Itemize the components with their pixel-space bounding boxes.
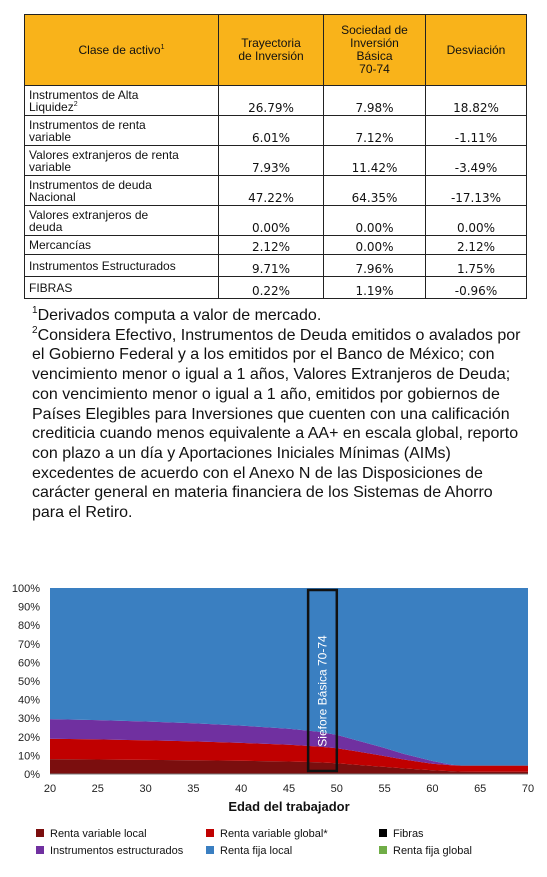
cell-trayectoria: 47.22% xyxy=(219,176,324,206)
header-trayectoria: Trayectoria de Inversión xyxy=(219,15,324,86)
x-tick-label: 25 xyxy=(91,783,104,795)
x-tick-label: 65 xyxy=(474,783,487,795)
legend-label: Fibras xyxy=(393,828,424,840)
legend-item xyxy=(206,844,292,858)
cell-siefore: 7.98% xyxy=(324,86,426,116)
row-label: Mercancías xyxy=(25,236,219,255)
legend-label: Renta fija local xyxy=(220,845,293,857)
header-desviacion: Desviación xyxy=(426,15,527,86)
legend-item xyxy=(36,844,183,858)
y-tick-label: 0% xyxy=(24,769,40,781)
legend-swatch xyxy=(36,846,44,854)
legend-swatch xyxy=(206,829,214,837)
x-tick-label: 50 xyxy=(330,783,343,795)
row-label: Valores extranjeros de renta variable xyxy=(25,146,219,176)
x-tick-label: 70 xyxy=(521,783,535,795)
table-row xyxy=(25,277,527,299)
table-header-row xyxy=(25,15,527,86)
legend-label: Renta variable global* xyxy=(220,828,328,840)
x-tick-label: 20 xyxy=(43,783,57,795)
table-row xyxy=(25,146,527,176)
cell-siefore: 64.35% xyxy=(324,176,426,206)
y-tick-label: 30% xyxy=(17,713,40,726)
legend-swatch xyxy=(206,846,214,854)
glide-path-area-chart xyxy=(0,578,547,828)
cell-trayectoria: 26.79% xyxy=(219,86,324,116)
y-tick-label: 70% xyxy=(17,638,40,651)
table-row xyxy=(25,86,527,116)
asset-allocation-table xyxy=(24,14,527,299)
y-tick-label: 40% xyxy=(17,694,40,707)
asset-allocation-table-wrapper xyxy=(24,14,526,299)
table-row xyxy=(25,176,527,206)
legend-item xyxy=(379,844,472,858)
legend-swatch xyxy=(379,829,387,837)
x-tick-label: 55 xyxy=(378,783,391,795)
cell-desviacion: 2.12% xyxy=(426,236,527,255)
cell-trayectoria: 0.22% xyxy=(219,277,324,299)
cell-trayectoria: 9.71% xyxy=(219,255,324,277)
row-label: Valores extranjeros de deuda xyxy=(25,206,219,236)
footnote-1: $^1$Derivados computa a valor de mercado. xyxy=(32,305,322,324)
legend-item xyxy=(379,827,424,841)
chart-legend xyxy=(36,827,536,867)
legend-label: Renta fija global xyxy=(393,845,472,857)
cell-desviacion: 0.00% xyxy=(426,206,527,236)
row-label: Instrumentos Estructurados xyxy=(25,255,219,277)
row-label: Instrumentos de deuda Nacional xyxy=(25,176,219,206)
row-label: FIBRAS xyxy=(25,277,219,299)
table-row xyxy=(25,116,527,146)
y-tick-label: 50% xyxy=(17,676,40,688)
cell-desviacion: -0.96% xyxy=(426,277,527,299)
y-tick-label: 20% xyxy=(17,731,40,744)
legend-swatch xyxy=(379,846,387,854)
cell-siefore: 0.00% xyxy=(324,206,426,236)
cell-desviacion: 1.75% xyxy=(426,255,527,277)
cell-trayectoria: 2.12% xyxy=(219,236,324,255)
row-label: Instrumentos de Alta Liquidez$^2$ xyxy=(25,86,219,116)
y-tick-label: 90% xyxy=(17,601,40,614)
cell-desviacion: -1.11% xyxy=(426,116,527,146)
cell-siefore: 11.42% xyxy=(324,146,426,176)
cell-siefore: 0.00% xyxy=(324,236,426,255)
legend-label: Instrumentos estructurados xyxy=(50,845,184,857)
legend-item xyxy=(206,827,328,841)
cell-siefore: 7.12% xyxy=(324,116,426,146)
cell-desviacion: 18.82% xyxy=(426,86,527,116)
y-tick-label: 10% xyxy=(17,750,40,763)
x-tick-label: 60 xyxy=(426,783,439,795)
cell-desviacion: -17.13% xyxy=(426,176,527,206)
siefore-highlight-label: Siefore Básica 70-74 xyxy=(315,635,330,747)
legend-item xyxy=(36,827,147,841)
x-tick-label: 45 xyxy=(282,783,296,795)
cell-siefore: 1.19% xyxy=(324,277,426,299)
cell-trayectoria: 6.01% xyxy=(219,116,324,146)
legend-label: Renta variable local xyxy=(50,828,147,840)
table-row xyxy=(25,255,527,277)
cell-siefore: 7.96% xyxy=(324,255,426,277)
x-tick-label: 35 xyxy=(187,783,200,795)
x-tick-label: 40 xyxy=(235,783,248,795)
row-label: Instrumentos de renta variable xyxy=(25,116,219,146)
cell-trayectoria: 7.93% xyxy=(219,146,324,176)
cell-trayectoria: 0.00% xyxy=(219,206,324,236)
header-siefore: Sociedad de Inversión Básica 70-74 xyxy=(324,15,426,86)
y-tick-label: 60% xyxy=(17,657,40,670)
table-row xyxy=(25,236,527,255)
cell-desviacion: -3.49% xyxy=(426,146,527,176)
legend-swatch xyxy=(36,829,44,837)
x-tick-label: 30 xyxy=(139,783,152,795)
footnotes xyxy=(32,306,527,523)
table-row xyxy=(25,206,527,236)
y-tick-label: 100% xyxy=(11,583,40,595)
footnote-2: $^2$Considera Efectivo, Instrumentos de Deuda emitidos o avalados por el Gobierno Federal y a los emitidos por el Banco de México; con vencimiento menor o igual a 1 años, Valores Extranjeros de Deuda; con vencimiento menor o igual a 1 año, emitidos por gobiernos de Países Elegibles para Inversiones que cuenten con una calificación crediticia cuando menos equivalente a AA+ en escala global, reporto con plazo a un día y Aportaciones Iniciales Mínimas (AIMs) excedentes de acuerdo con el Anexo N de las Disposiciones de carácter general en materia financiera de los Sistemas de Ahorro para el Retiro. xyxy=(32,324,521,522)
x-axis-label: Edad del trabajador xyxy=(228,799,350,814)
y-tick-label: 80% xyxy=(17,620,40,633)
header-asset-class: Clase de activo$^1$ xyxy=(25,15,219,86)
